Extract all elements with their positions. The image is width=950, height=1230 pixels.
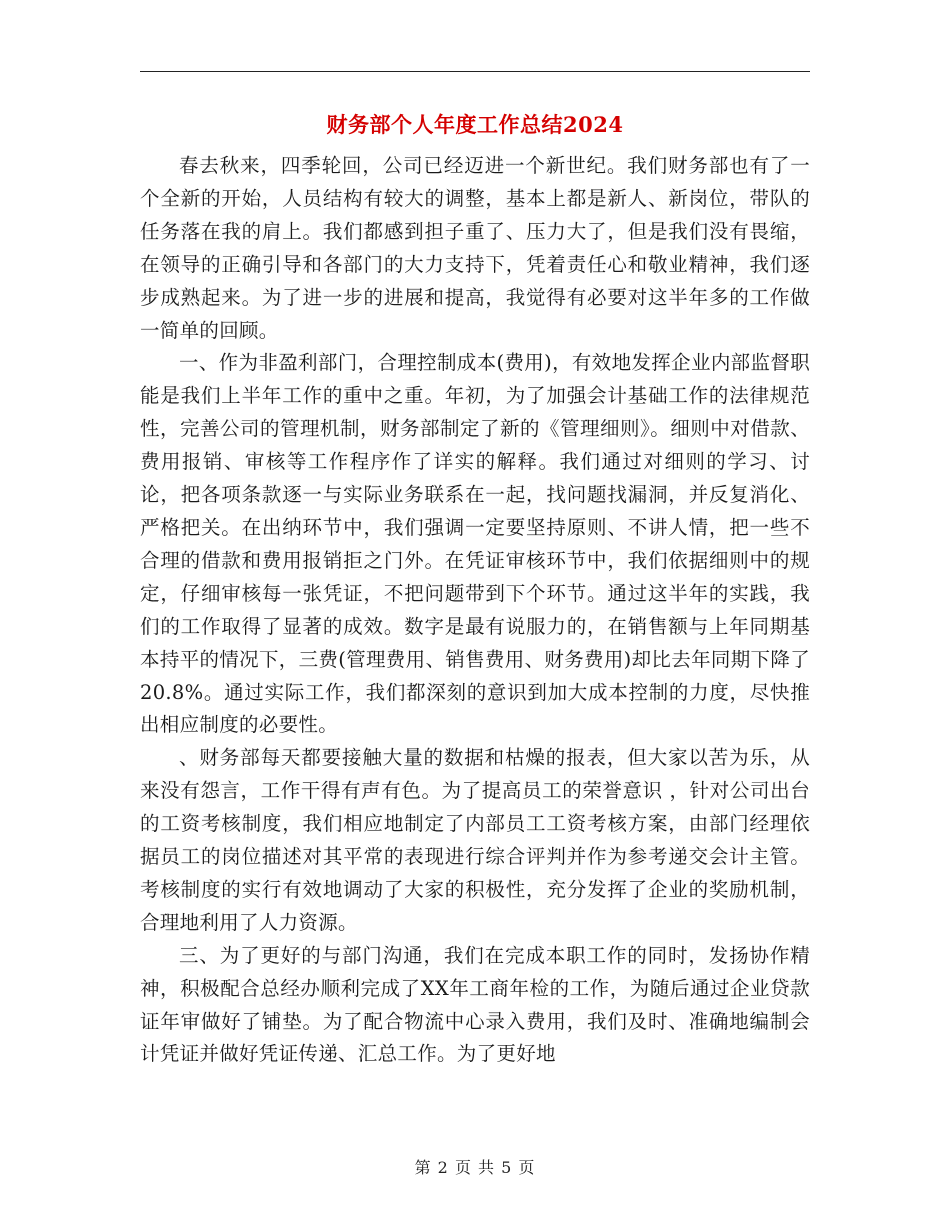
paragraph-cooperation: 三、为了更好的与部门沟通，我们在完成本职工作的同时，发扬协作精神，积极配合总经办顺利完成了XX年工商年检的工作，为随后通过企业贷款证年审做好了铺垫。为了配合物流中心录入费用，我们及时、准确地编制会计凭证并做好凭证传递、汇总工作。为了更好地 xyxy=(140,943,810,1066)
paragraph-cost-control: 一、作为非盈利部门，合理控制成本(费用)，有效地发挥企业内部监督职能是我们上半年工作的重中之重。年初，为了加强会计基础工作的法律规范性，完善公司的管理机制，财务部制定了新的《管理细则》。细则中对借款、费用报销、审核等工作程序作了详实的解释。我们通过对细则的学习、讨论，把各项条款逐一与实际业务联系在一起，找问题找漏洞，并反复消化、严格把关。在出纳环节中，我们强调一定要坚持原则、不讲人情，把一些不合理的借款和费用报销拒之门外。在凭证审核环节中，我们依据细则中的规定，仔细审核每一张凭证，不把问题带到下个环节。通过这半年的实践，我们的工作取得了显著的成效。数字是最有说服力的，在销售额与上年同期基本持平的情况下，三费(管理费用、销售费用、财务费用)却比去年同期下降了20.8%。通过实际工作，我们都深刻的意识到加大成本控制的力度，尽快推出相应制度的必要性。 xyxy=(140,351,810,737)
page-number-footer: 第 2 页 共 5 页 xyxy=(414,1158,536,1177)
document-body xyxy=(140,150,810,1071)
document-title: 财务部个人年度工作总结2024 xyxy=(326,112,624,137)
paragraph-intro: 春去秋来，四季轮回，公司已经迈进一个新世纪。我们财务部也有了一个全新的开始，人员结构有较大的调整，基本上都是新人、新岗位，带队的任务落在我的肩上。我们都感到担子重了、压力大了，但是我们没有畏缩，在领导的正确引导和各部门的大力支持下，凭着责任心和敬业精神，我们逐步成熟起来。为了进一步的进展和提高，我觉得有必要对这半年多的工作做一简单的回顾。 xyxy=(140,154,810,342)
paragraph-staff-assessment: 、财务部每天都要接触大量的数据和枯燥的报表，但大家以苦为乐，从来没有怨言，工作干得有声有色。为了提高员工的荣誉意识 ，针对公司出台的工资考核制度，我们相应地制定了内部员工工资考核方案，由部门经理依据员工的岗位描述对其平常的表现进行综合评判并作为参考递交会计主管。考核制度的实行有效地调动了大家的积极性，充分发挥了企业的奖励机制，合理地利用了人力资源。 xyxy=(140,746,810,934)
header-rule xyxy=(140,71,810,72)
